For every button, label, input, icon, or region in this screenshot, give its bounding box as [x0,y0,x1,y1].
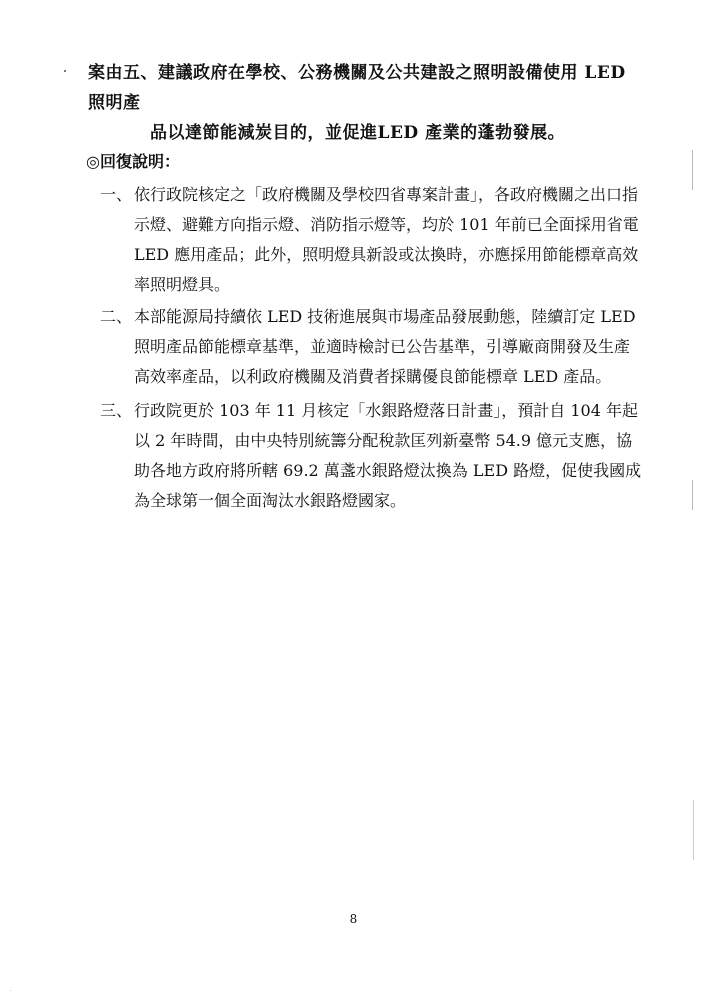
scan-mark [692,150,693,190]
item-text: 本部能源局持續依 LED 技術進展與市場產品發展動態，陸續訂定 LED 照明產品節能標章基準，並適時檢討已公告基準，引導廠商開發及生產高效率產品，以利政府機關及消費者採購優良節能標章 LED 產品。 [134,307,636,386]
title-line-2: 品以達節能減炭目的，並促進LED 產業的蓬勃發展。 [150,123,566,143]
reply-heading: ◎回復說明： [86,152,180,171]
reply-item [100,302,645,392]
scan-mark [64,70,66,72]
title-line-1: 案由五、建議政府在學校、公務機關及公共建設之照明設備使用 LED 照明產 [88,63,626,113]
scan-mark [692,480,693,510]
item-number: 三、 [100,401,133,420]
item-text: 行政院更於 103 年 11 月核定「水銀路燈落日計畫」，預計自 104 年起以 2 年時間，由中央特別統籌分配稅款匡列新臺幣 54.9 億元支應，協助各地方政府將所轄 69.2 萬盞水銀路燈汰換為 LED 路燈，促使我國成為全球第一個全面淘汰水銀路燈國家。 [134,401,642,510]
item-number: 一、 [100,185,133,204]
proposal-title [88,58,648,148]
page-number: 8 [349,912,358,926]
scan-mark [10,990,11,991]
scan-mark [693,800,694,860]
reply-item [100,396,645,516]
item-number: 二、 [100,307,133,326]
reply-item [100,180,645,300]
item-text: 依行政院核定之「政府機關及學校四省專案計畫」，各政府機關之出口指示燈、避難方向指示燈、消防指示燈等，均於 101 年前已全面採用省電 LED 應用產品；此外，照明燈具新設或汰換時，亦應採用節能標章高效率照明燈具。 [134,185,639,294]
